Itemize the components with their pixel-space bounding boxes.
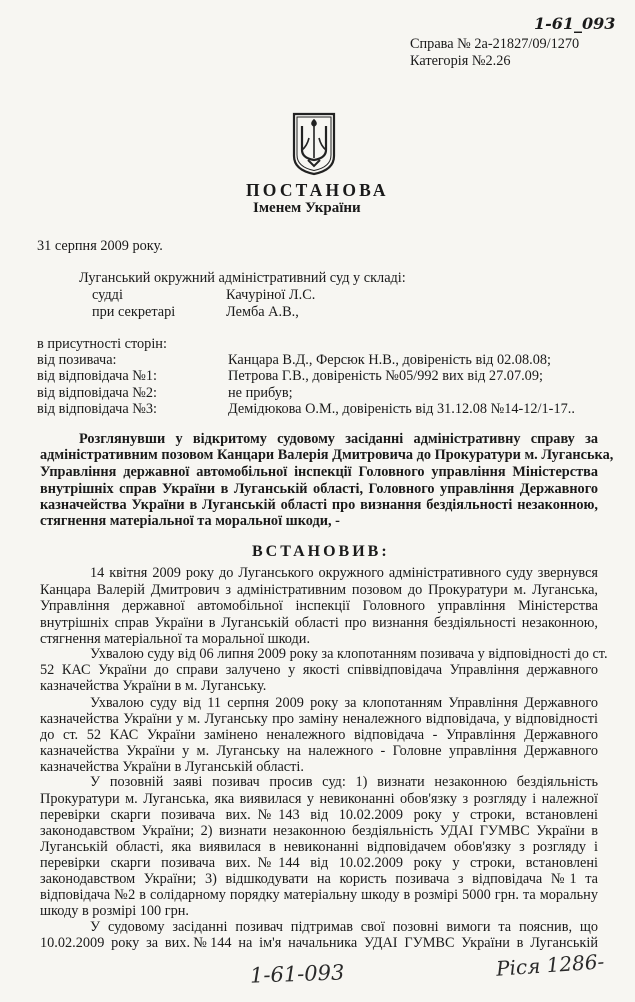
case-number: Справа № 2а-21827/09/1270 — [410, 36, 580, 52]
judge-name: Качуріної Л.С. — [226, 287, 316, 303]
body-line: Ухвалою суду від 11 серпня 2009 року за клопотанням Управління Державного — [90, 695, 598, 711]
body-line: Прокуратури м. Луганська, яка виявилася у невиконанні обов'язку з розгляду і належної — [40, 791, 598, 807]
body-line: перевірки скарги позивача вих.№143 від 10.02.2009 року у строки, встановлені — [40, 807, 598, 823]
bold-paragraph-line: Управління державної автомобільної інспекції Головного управління Міністерства — [40, 464, 598, 480]
bold-paragraph-line: Розглянувши у відкритому судовому засіданні адміністративну справу за — [79, 431, 598, 447]
body-line: У судовому засіданні позивач підтримав свої позовні вимоги та пояснив, що — [90, 919, 598, 935]
bold-paragraph-line: внутрішніх справ України в Луганській області, Головного управління Державного — [40, 481, 598, 497]
document-title: ПОСТАНОВА — [246, 180, 389, 200]
body-line: 10.02.2009 року за вих.№144 на ім'я начальника УДАІ ГУМВС України в Луганській — [40, 935, 598, 951]
party-label: від відповідача №3: — [37, 401, 158, 417]
party-label: від позивача: — [37, 352, 117, 368]
body-line: Управління державної автомобільної інспекції Головного управління Міністерства — [40, 598, 598, 614]
body-line: Канцара Валерій Дмитрович з адміністративним позовом до Прокуратури м. Луганська, — [40, 582, 598, 598]
body-line: перевірки скарги позивача вих.№144 від 10.02.2009 року у строки, встановлені — [40, 855, 598, 871]
stamp-top: 1-61_093 — [534, 14, 616, 33]
body-line: казначейства України в Луганській області. — [40, 759, 304, 775]
court-intro: Луганський окружний адміністративний суд у складі: — [79, 270, 406, 286]
body-line: У позовній заяві позивач просив суд: 1) визнати незаконною бездіяльність — [90, 774, 598, 790]
party-value: Канцара В.Д., Ферсюк Н.В., довіреність від 02.08.08; — [228, 352, 552, 368]
case-category: Категорія №2.26 — [410, 53, 511, 69]
bold-paragraph-line: стягнення матеріальної та моральної шкоди, - — [40, 513, 340, 529]
judge-label: судді — [92, 287, 123, 303]
body-line: 52 КАС України до справи залучено у якості співвідповідача Управління державного — [40, 662, 598, 678]
party-value: Демідюкова О.М., довіреність від 31.12.08 №14-12/1-17.. — [228, 401, 575, 417]
party-value: не прибув; — [228, 385, 293, 401]
body-line: Луганській області, яка виявилася в невиконанні відповідачем обов'язку з розгляду і — [40, 839, 598, 855]
body-line: внутрішніх справ України в Луганській області про визнання бездіяльності незаконною, — [40, 615, 598, 631]
stamp-bottom: 1-61-093 — [249, 960, 345, 988]
party-value: Петрова Г.В., довіреність №05/992 вих від 27.07.09; — [228, 368, 543, 384]
handwritten-note: Ріся 1286- — [495, 949, 606, 981]
document-date: 31 серпня 2009 року. — [37, 238, 163, 254]
body-line: шкоду в розмірі 100 грн. — [40, 903, 190, 919]
coat-of-arms-icon — [291, 112, 337, 176]
document-subtitle: Іменем України — [253, 200, 361, 216]
body-line: відповідача №2 в солідарному порядку матеріальну шкоду в розмірі 5000 грн. та моральну — [40, 887, 598, 903]
secretary-name: Лемба А.В., — [226, 304, 299, 320]
body-line: до ст. 52 КАС України замінено неналежного відповідача - Управління Державного — [40, 727, 598, 743]
body-line: казначейства України в м. Луганську. — [40, 678, 267, 694]
body-line: казначейства України у м. Луганську на належного - Головне управління Державного — [40, 743, 598, 759]
body-line: 14 квітня 2009 року до Луганського окружного адміністративного суду звернувся — [90, 565, 598, 581]
bold-paragraph-line: адміністративним позовом Канцари Валерія Дмитровича до Прокуратури м. Луганська, — [40, 447, 614, 463]
secretary-label: при секретарі — [92, 304, 176, 320]
body-line: законодавством України; 3) відшкодувати на користь позивача з відповідача №1 та — [40, 871, 598, 887]
party-label: від відповідача №2: — [37, 385, 158, 401]
party-label: від відповідача №1: — [37, 368, 158, 384]
parties-intro: в присутності сторін: — [37, 336, 167, 352]
section-heading: ВСТАНОВИВ: — [252, 543, 390, 560]
bold-paragraph-line: казначейства України в Луганській області про визнання бездіяльності незаконною, — [40, 497, 598, 513]
body-line: законодавством України; 2) визнати незаконною бездіяльність УДАІ ГУМВС України в — [40, 823, 598, 839]
body-line: стягнення матеріальної та моральної шкоди. — [40, 631, 311, 647]
body-line: казначейства України у м. Луганську про заміну неналежного відповідача, у відповідності — [40, 711, 598, 727]
body-line: Ухвалою суду від 06 липня 2009 року за клопотанням позивача у відповідності до ст. — [90, 646, 608, 662]
